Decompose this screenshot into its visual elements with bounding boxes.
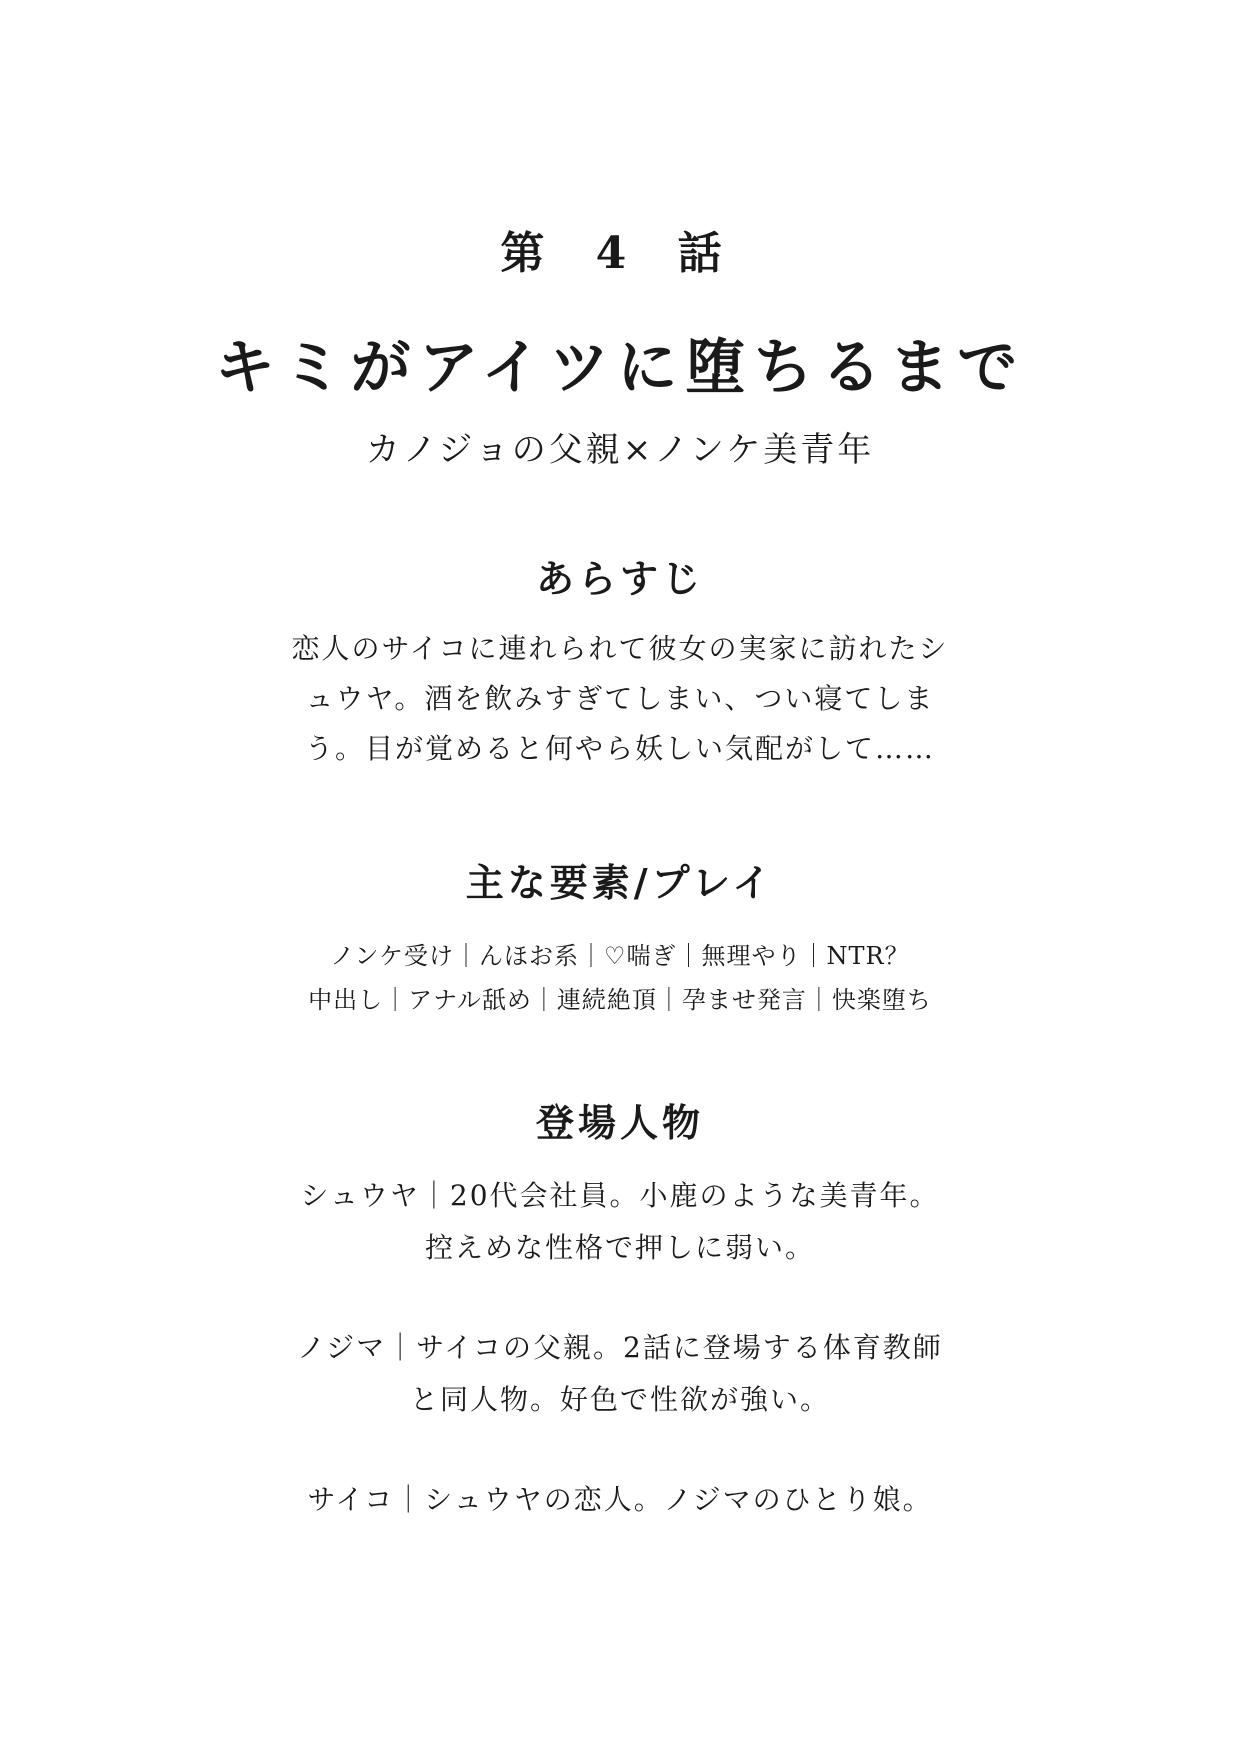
character-nojima-line: と同人物。好色で性欲が強い。 [409, 1383, 830, 1416]
synopsis-heading: あらすじ [535, 556, 704, 601]
synopsis-line: ュウヤ。酒を飲みすぎてしまい、つい寝てしま [305, 682, 935, 715]
episode-label: 第 4 話 [500, 228, 740, 279]
characters-heading: 登場人物 [535, 1100, 704, 1145]
page-subtitle: カノジョの父親×ノンケ美青年 [365, 430, 875, 470]
page-title: キミがアイツに堕ちるまで [214, 333, 1026, 403]
character-saiko-line: サイコ｜シュウヤの恋人。ノジマのひとり娘。 [307, 1483, 933, 1516]
elements-heading: 主な要素/プレイ [465, 860, 775, 905]
character-shuuya-line: シュウヤ｜20代会社員。小鹿のような美青年。 [300, 1179, 940, 1212]
character-shuuya-line: 控えめな性格で押しに弱い。 [424, 1231, 815, 1264]
synopsis-line: う。目が覚めると何やら妖しい気配がして…… [304, 732, 935, 765]
elements-tags-line: 中出し｜アナル舐め｜連続絶頂｜孕ませ発言｜快楽堕ち [308, 986, 932, 1014]
character-nojima-line: ノジマ｜サイコの父親。2話に登場する体育教師 [297, 1331, 943, 1364]
synopsis-line: 恋人のサイコに連れられて彼女の実家に訪れたシ [291, 632, 949, 665]
elements-tags-line: ノンケ受け｜んほお系｜♡喘ぎ｜無理やり｜NTR？ [330, 942, 910, 970]
